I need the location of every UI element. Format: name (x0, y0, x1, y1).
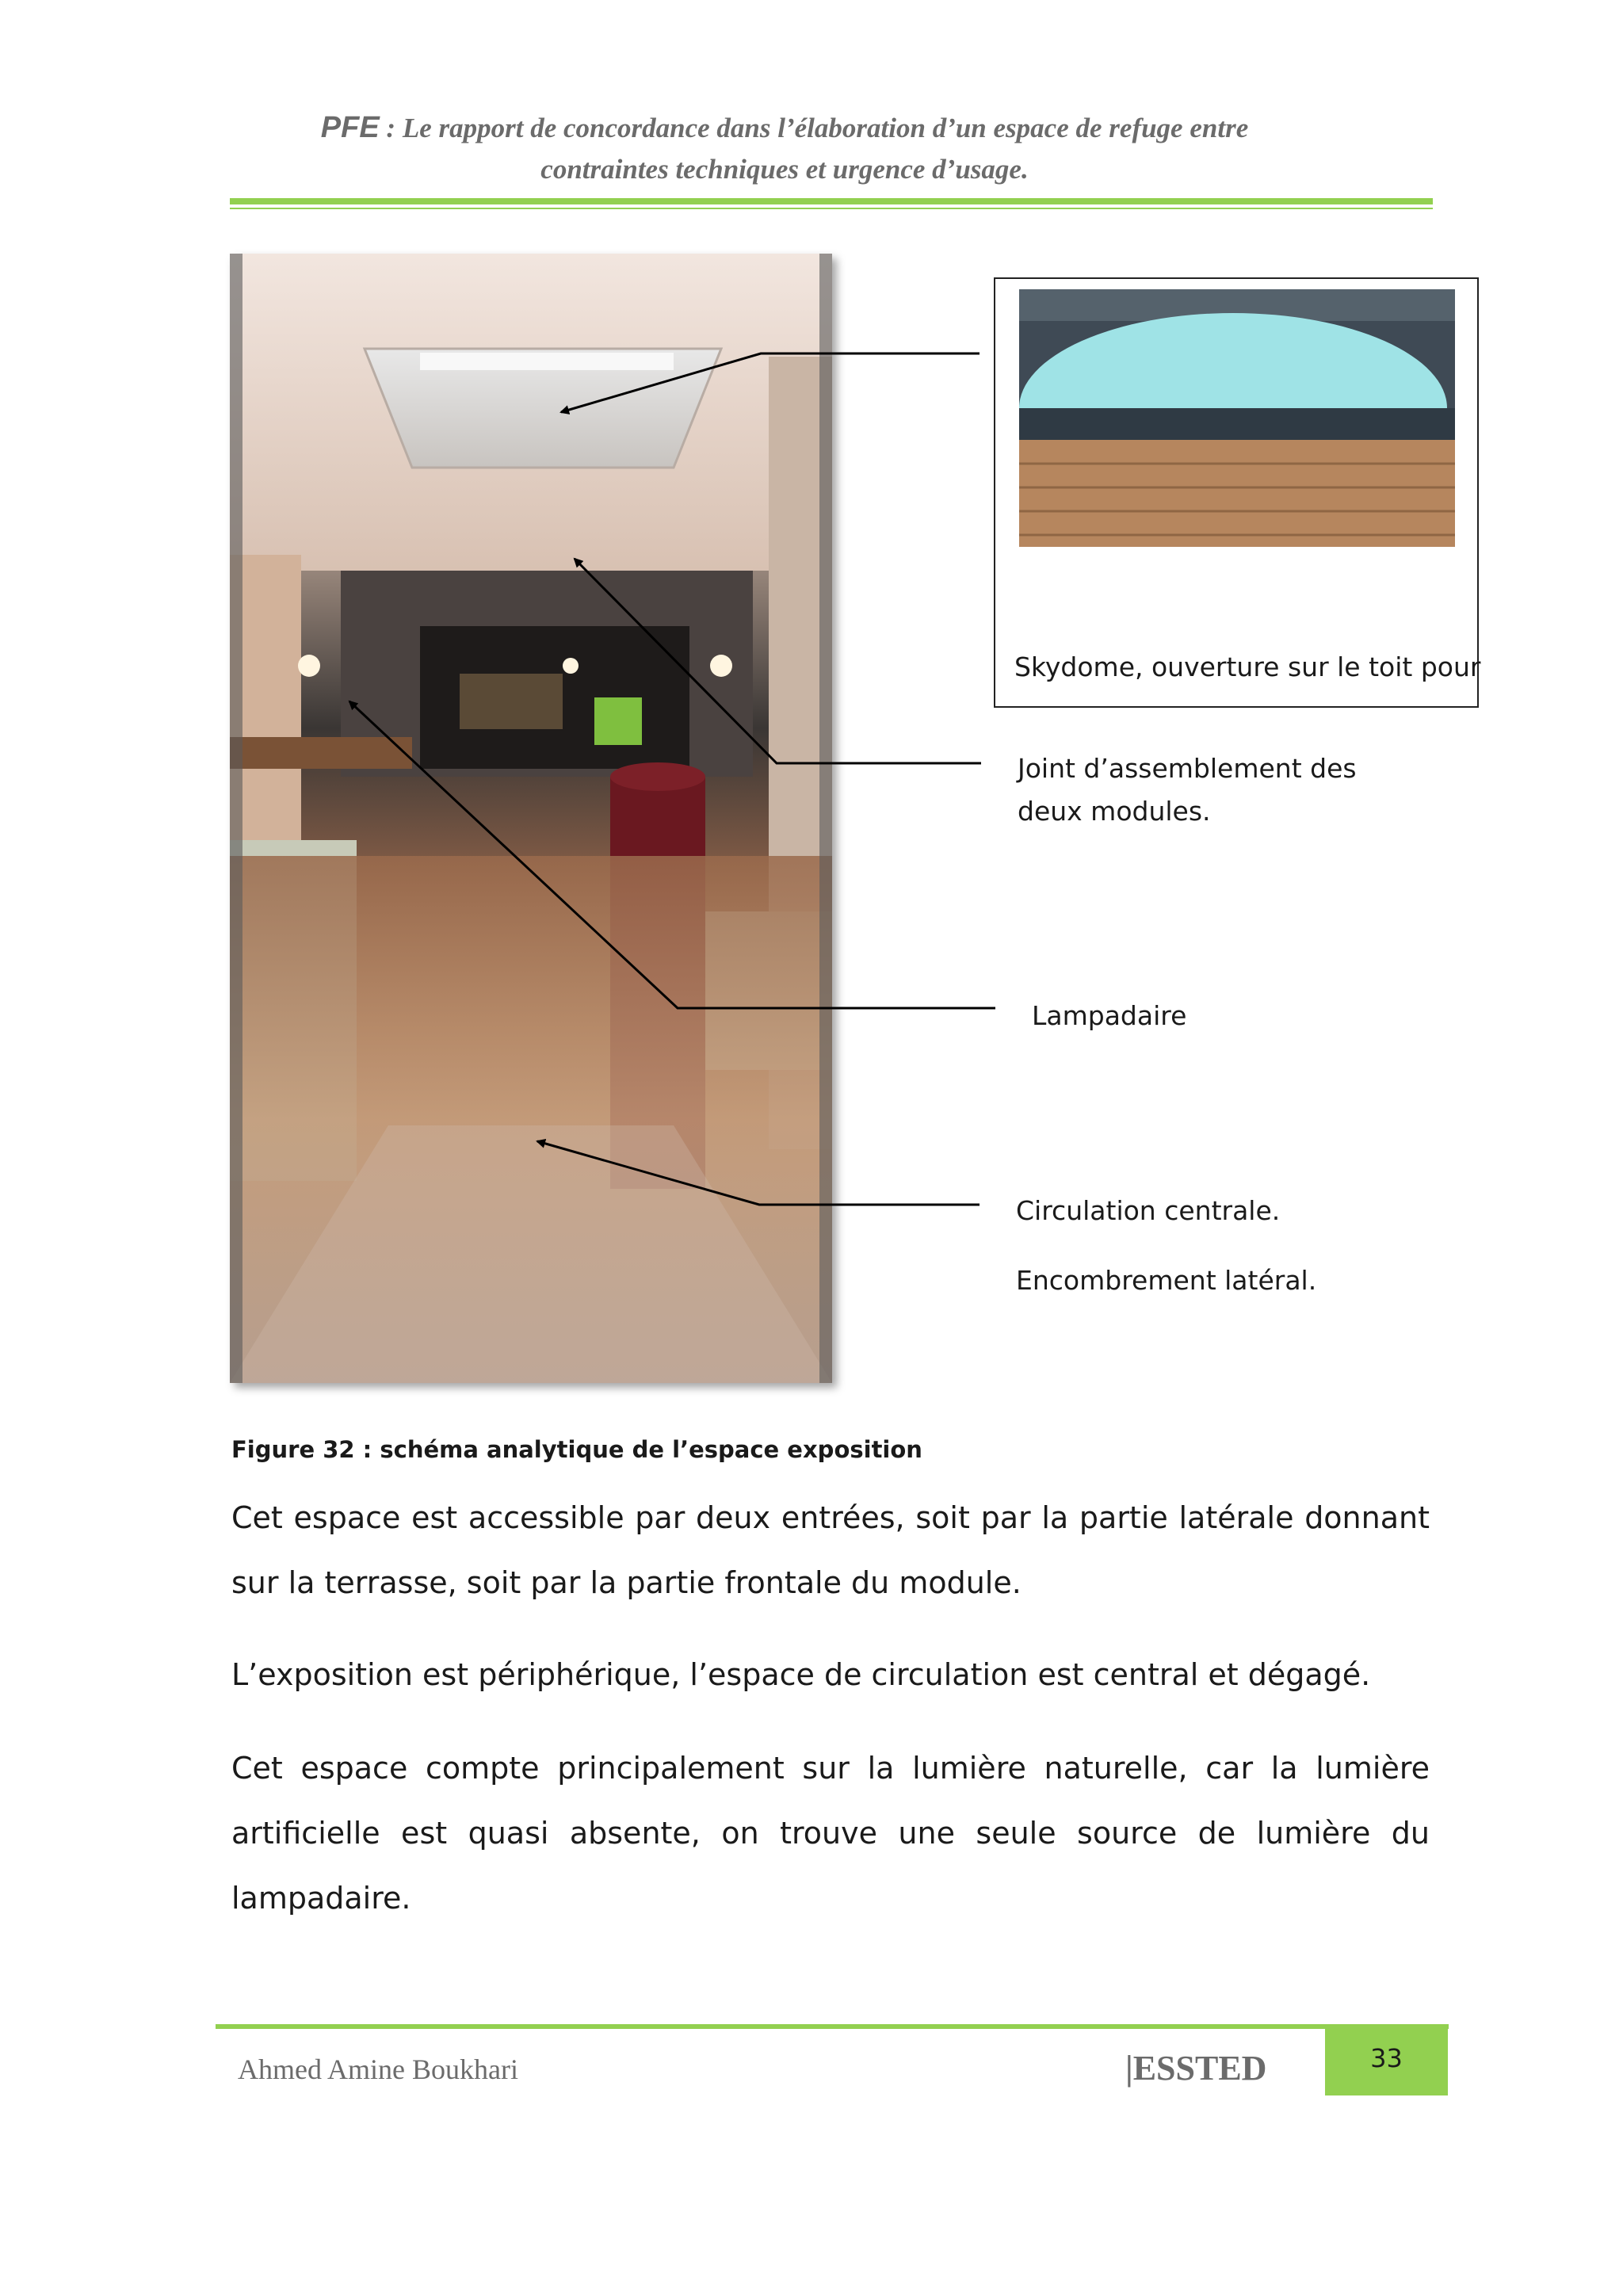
figure-caption: Figure 32 : schéma analytique de l’espace exposition (231, 1436, 922, 1463)
interior-photo-drawing (230, 254, 832, 1383)
label-joint-line1: Joint d’assemblement des (1018, 753, 1357, 784)
page-number: 33 (1370, 2043, 1403, 2073)
label-encombrement: Encombrement latéral. (1016, 1265, 1317, 1296)
running-header-line1 (230, 111, 1339, 145)
header-title-line1: : Le rapport de concordance dans l’élaboration d’un espace de refuge entre (379, 113, 1249, 143)
footer-author: Ahmed Amine Boukhari (238, 2053, 518, 2085)
body-paragraph-2: L’exposition est périphérique, l’espace de circulation est central et dégagé. (231, 1657, 1371, 1692)
skydome-photo-drawing (1019, 289, 1455, 547)
body-paragraph-3: Cet espace compte principalement sur la lumière naturelle, car la lumière artificielle est quasi absente, on trouve une seule source de lumière du lampadaire. (231, 1751, 1430, 1916)
skydome-photo (1019, 289, 1455, 547)
exhibition-interior-photo (230, 254, 832, 1383)
label-lampadaire: Lampadaire (1032, 1000, 1187, 1031)
header-prefix: PFE (320, 111, 380, 144)
footer-rule (216, 2024, 1449, 2029)
header-title-line2: contraintes techniques et urgence d’usage. (540, 154, 1029, 185)
header-rule-thin (230, 208, 1433, 209)
label-joint-line2: deux modules. (1018, 796, 1211, 827)
footer-school: |ESSTED (1125, 2049, 1267, 2088)
label-circulation: Circulation centrale. (1016, 1195, 1281, 1226)
body-paragraph-1: Cet espace est accessible par deux entrées, soit par la partie latérale donnant sur la terrasse, soit par la partie frontale du module. (231, 1500, 1430, 1600)
label-skydome: Skydome, ouverture sur le toit pour (1014, 651, 1481, 682)
header-rule-thick (230, 198, 1433, 204)
